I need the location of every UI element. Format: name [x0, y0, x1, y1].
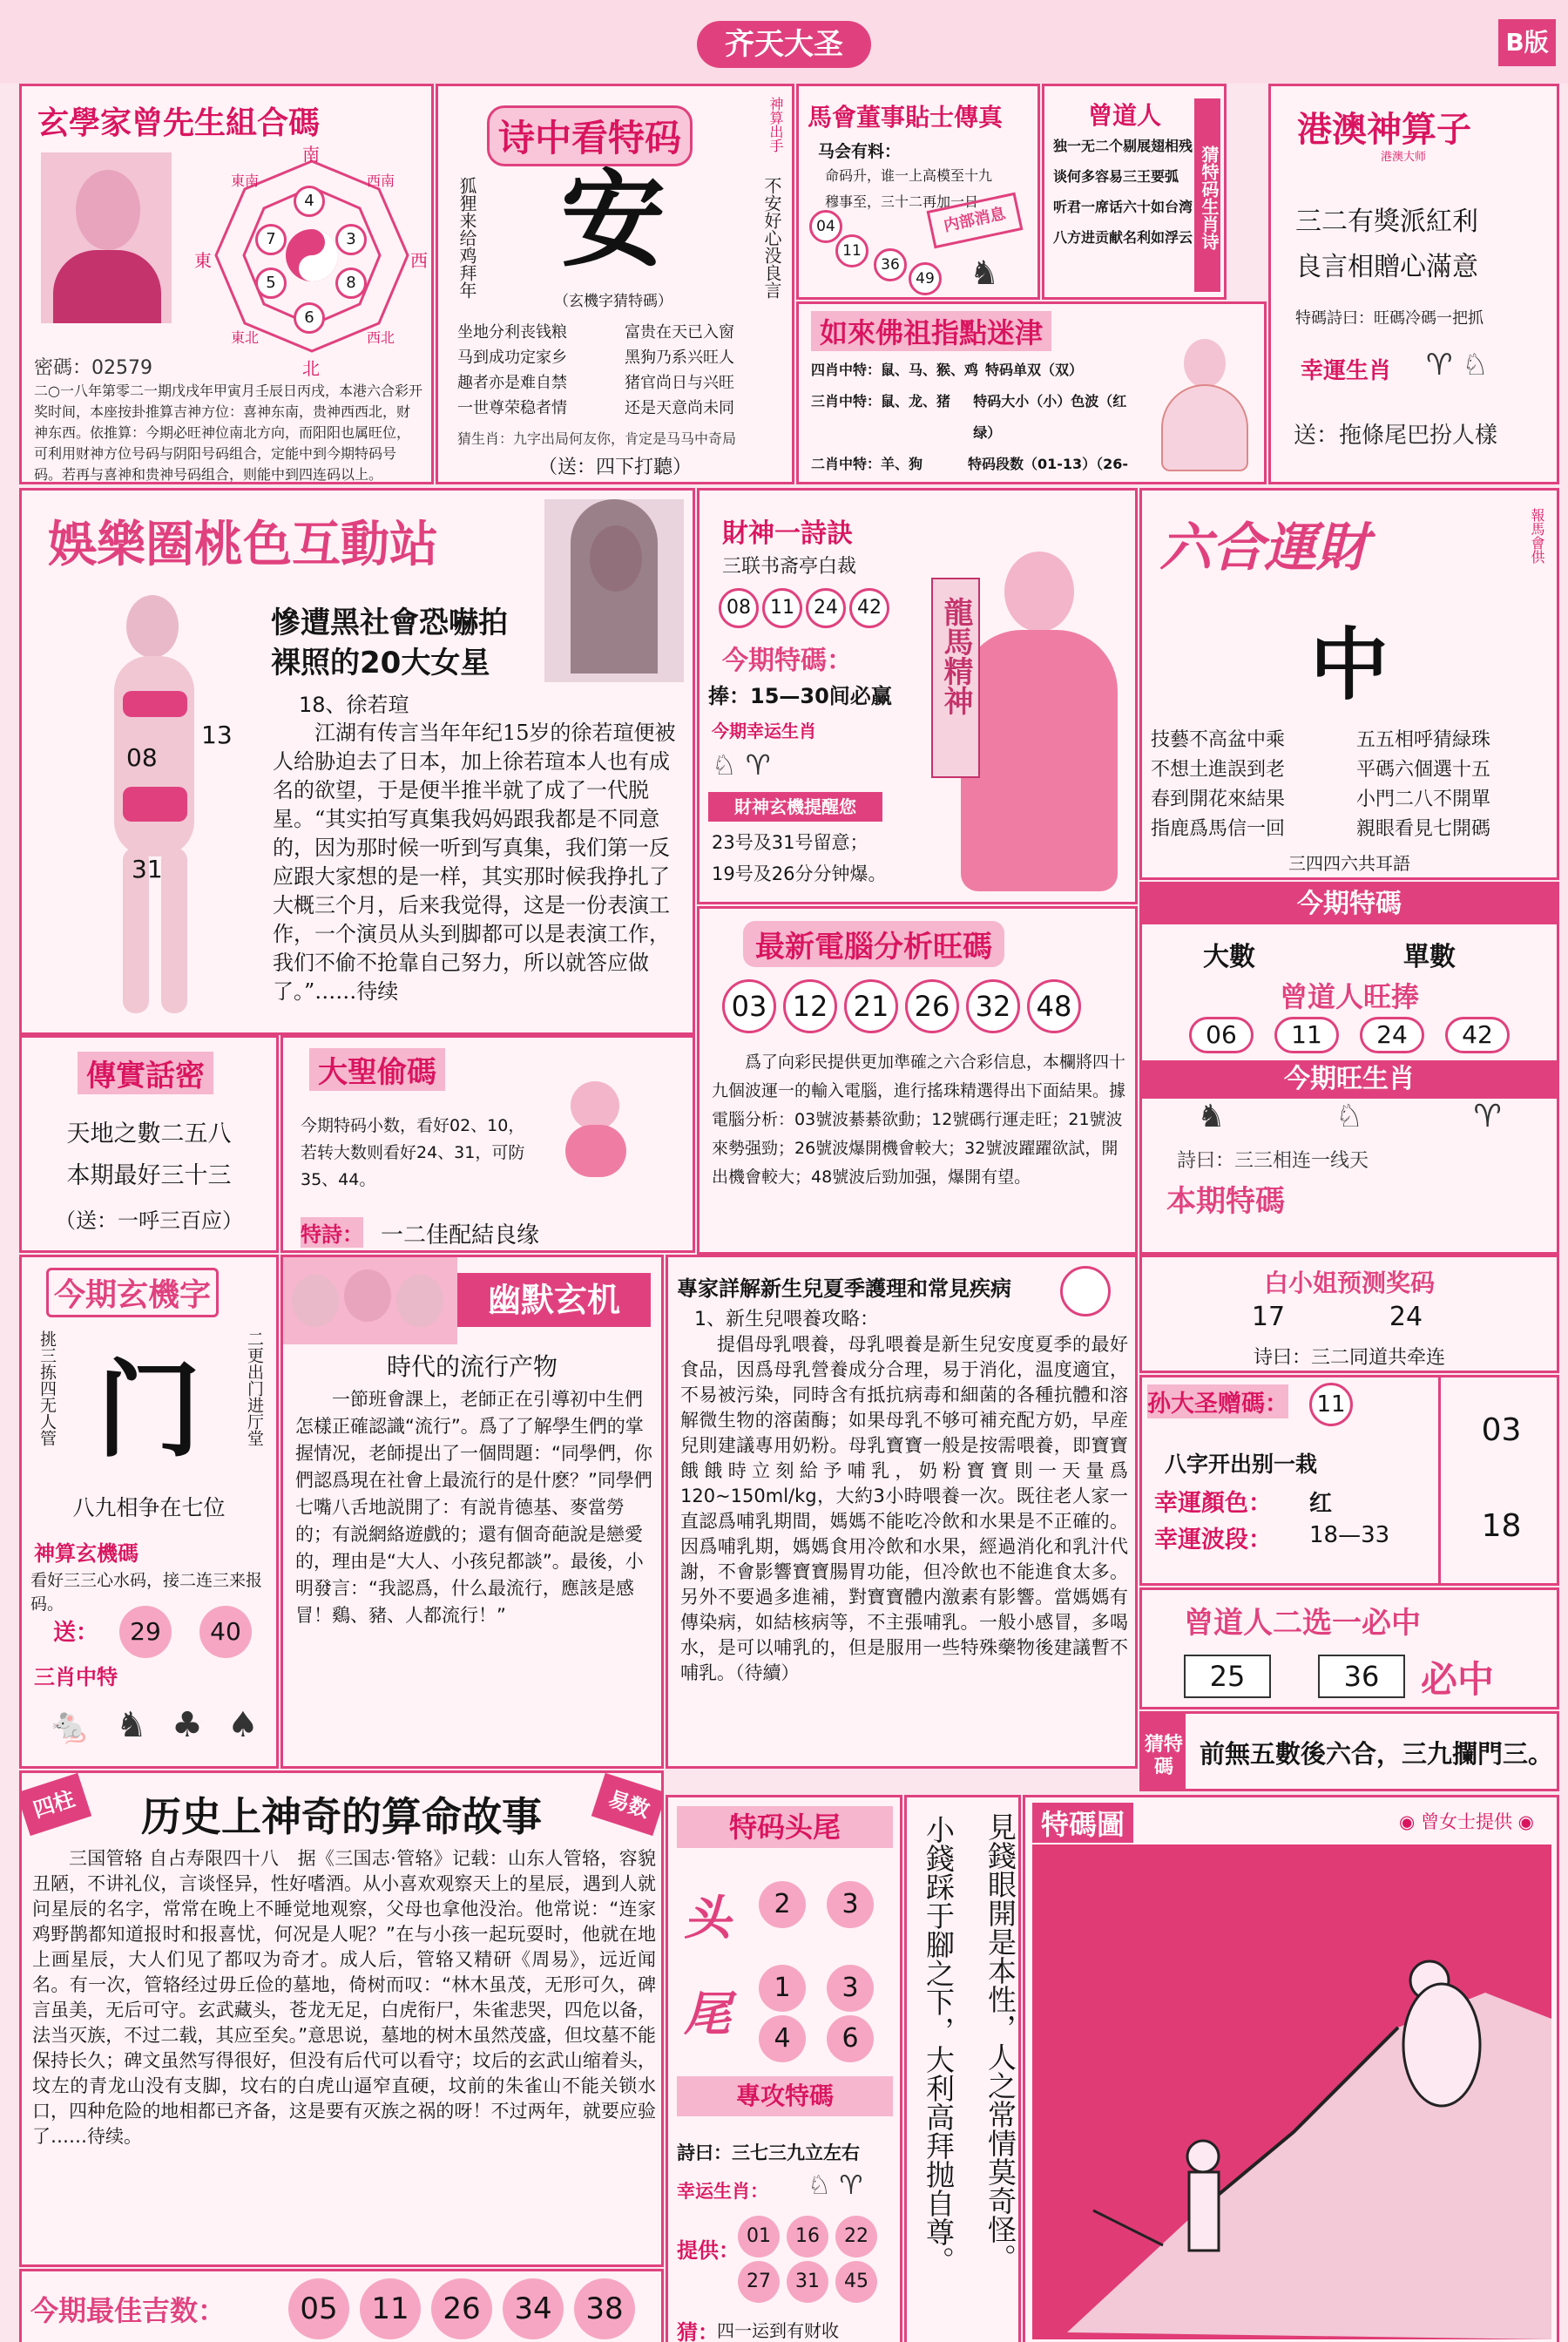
subtitle: 專攻特碼 [677, 2076, 893, 2116]
line: 独一无二个 [1053, 138, 1124, 154]
line1: 命码升，谁一上高模至十九 [825, 167, 993, 184]
ball: 24 [1389, 1302, 1423, 1332]
subtitle: 曾道人旺捧 [1279, 980, 1419, 1013]
credit: ◉ 曾女士提供 ◉ [1399, 1811, 1534, 1832]
panel-history-story [19, 1770, 664, 2267]
ball: 6 [827, 2015, 874, 2062]
cartoon-mascot [1044, 1261, 1123, 1322]
goat-icon: ♈ [745, 748, 771, 782]
ball: 40 [199, 1606, 252, 1658]
ball: 06 [1189, 1017, 1254, 1053]
caishen-figure [900, 525, 1132, 900]
odd-label: 單數 [1403, 942, 1456, 972]
panel-gangao-suanzi [1268, 84, 1559, 484]
body: 爲了向彩民提供更加準確之六合彩信息，本欄將四十九個波運一的輸入電腦，進行搖珠精選得出下面結果。據電腦分析：03號波綦綦欲動；12號碼行運走旺；21號波來勢强勁；26號波爆開機會較大；32號波躍躍欲試，開出機會較大；48號波后勁加强，爆開有望。 [712, 1053, 1126, 1187]
verse-line: 小門二八不開單 [1356, 789, 1491, 810]
ball: 11 [1309, 1383, 1353, 1426]
panel-title: 財神一詩訣 [722, 518, 853, 549]
zodiac-icons [36, 1705, 271, 1746]
zodiac-cell: 四肖中特：鼠、马、猴、鸡 [811, 362, 979, 378]
dog-icon: ♘ [808, 2170, 831, 2201]
verse-line: 平碼六個選十五 [1356, 759, 1491, 781]
ball: 42 [849, 588, 889, 628]
wave-value: 18—33 [1309, 1522, 1390, 1548]
send-label: 送： [53, 1620, 99, 1646]
ball: 11 [360, 2278, 421, 2339]
code-line [34, 353, 152, 380]
dog-icon: ♘ [1335, 1099, 1364, 1134]
tip-2: 19号及26分分钟爆。 [712, 863, 887, 884]
guess-label: 猜： [677, 2320, 719, 2342]
panel-title: 今期玄機字 [46, 1268, 219, 1317]
line2: 穆事至，三十二再加一日 [825, 193, 979, 210]
line: 八九相争在七位 [72, 1495, 226, 1520]
panel-title: 历史上神奇的算命故事 [141, 1793, 542, 1840]
send: （送：一呼三百应） [55, 1208, 243, 1233]
ball: 21 [844, 979, 898, 1033]
body: 一節班會課上，老師正在引導初中生們怎樣正確認識“流行”。爲了了解學生們的掌握情况，老師提出了一個問題：“同學們，你們認爲現在社會上最流行的是什麽？”同學們七嘴八舌地説開了：有説肯德基、麥當勞的；有説網絡遊戲的；還有個奇葩說是戀愛的，理由是“大人、小孩兒都談”。最後，小明發言：“我認爲，什么最流行，應該是感冒！鷄、豬、人都流行！” [295, 1389, 652, 1626]
subtitle: 港澳大师 [1381, 151, 1427, 164]
line: 听君一席话 [1053, 199, 1124, 215]
hit-label: 必中 [1421, 1658, 1495, 1701]
body: 三国管辂 自占寿限四十八 据《三国志·管辂》记载：山东人管辂，容貌丑陋，不讲礼仪，言谈怪异，性好嗜酒。从小喜欢观察天上的星辰，遇到人就问星辰的名字，常常在晚上不睡觉地观察，父母也拿他没治。他常说：“连家鸡野鹊都知道报时和报喜忧，何况是人呢？”在与小孩一起玩耍时，他就在地上画星辰，大人们见了都叹为奇才。成人后，管辂又精研《周易》，远近闻名。有一次，管辂经过毋丘俭的墓地，倚树而叹：“林木虽茂，无形可久，碑言虽美，无后可守。玄武藏头，苍龙无足，白虎衔尸，朱雀悲哭，四危以备，法当灭族，不过二载，其应至矣。”意思说，墓地的树木虽然茂盛，但坟墓不能保持长久；碑文虽然写得很好，但没有后代可以看守；坟后的玄武山缩着头，坟左的青龙山没有支脚，坟右的白虎山逼窄直硬，坟前的朱雀山不能关锁水口，四种危险的地相都已齐备，这是要有灭族之祸的呀！不过两年，就要应验了……待续。 [32, 1848, 656, 2147]
dir-east: 東 [194, 250, 212, 271]
panel-title: 玄學家曾先生組合碼 [37, 105, 321, 141]
panel-humor [280, 1255, 664, 1769]
ball: 38 [574, 2278, 635, 2339]
ball: 04 [809, 210, 842, 243]
ball: 27 [738, 2261, 780, 2303]
give-balls [736, 2214, 898, 2305]
guess-text: 四一运到有财收 [717, 2320, 839, 2341]
panel-title: 今期特碼 [1142, 884, 1557, 924]
poem-line: 马到成功定家乡 [457, 349, 567, 367]
poem-label: 特詩： [301, 1217, 363, 1248]
poem: 特碼詩曰：旺碼冷碼一把抓 [1295, 309, 1484, 328]
badge-right: 易数 [591, 1773, 664, 1836]
story-body: 江湖有传言当年年纪15岁的徐若瑄便被人给胁迫去了日本，加上徐若瑄本人也有成名的欲望，于是便半推半就了成了一代脱星。“其实拍写真集我妈妈跟我都是不同意的，因为那时候一听到写真集，我们第一反应跟大家想的是一样，其实那时候我挣扎了大概三个月，后来我觉得，这是一份表演工作，一个演员从头到脚都可以是表演工作，我们不偷不抢靠自己努力，所以就答应做了。”……待续 [273, 721, 676, 1004]
scroll-text: 龍馬精神 [938, 597, 973, 715]
ball: 12 [783, 979, 837, 1033]
footer: 三四四六共耳語 [1288, 853, 1410, 874]
mystery-char: 中 [1310, 619, 1389, 711]
vert-left: 狐狸来给鸡拜年 [456, 177, 477, 299]
verse-line: 五五相呼猜緑珠 [1356, 729, 1491, 751]
hint: 看好三三心水码，接二连三来报码。 [30, 1571, 263, 1614]
label: 猜特碼 [1142, 1714, 1186, 1791]
ball: 3 [335, 224, 367, 255]
vert-right: 不安好心没良言 [761, 177, 782, 299]
panel-title: 曾道人 [1088, 101, 1162, 130]
color-label: 幸運顏色： [1154, 1490, 1272, 1517]
dir-northeast: 東北 [231, 329, 260, 346]
ink-painting [1032, 1844, 1551, 2339]
line1: 八字开出别一栽 [1165, 1452, 1318, 1477]
lucky-label: 幸運生肖 [1301, 358, 1392, 384]
ball-row [717, 586, 891, 630]
goat-icon: ♈ [1473, 1099, 1502, 1134]
rat-icon: 🐁 [48, 1706, 91, 1746]
monkey-icon: ♣ [172, 1705, 203, 1745]
ball: 03 [722, 979, 776, 1033]
poem-line: 还是天意尚未同 [625, 399, 734, 417]
line: 名利如浮云 [1123, 229, 1193, 246]
line: 八方进贡献 [1053, 229, 1124, 246]
panel-title: 最新電腦分析旺碼 [743, 921, 1004, 967]
panel-title: 曾道人二选一必中 [1184, 1606, 1421, 1641]
ball: 32 [966, 979, 1020, 1033]
zodiac-cell: 二肖中特：羊、狗 [811, 456, 923, 472]
photo-num: 13 [201, 721, 233, 749]
person-name: 18、徐若瑄 [299, 693, 409, 717]
big-label: 大數 [1203, 942, 1255, 972]
verse-left [1151, 726, 1285, 844]
color-value: 红 [1309, 1491, 1333, 1517]
text: 前無五數後六合，三九攔門三。 [1200, 1739, 1554, 1769]
panel-title: 诗中看特码 [487, 105, 693, 166]
panel-xuanji-zi [19, 1255, 279, 1769]
panel-ent-news [19, 488, 695, 1035]
text: 今期特码小数，看好02、10，若转大数则看好24、31，可防35、44。 [301, 1116, 525, 1189]
verse-line: 指鹿爲馬信一回 [1151, 818, 1286, 840]
ball: 3 [827, 1965, 874, 2012]
line2: 本期最好三十三 [66, 1162, 232, 1189]
photo-woman [544, 499, 684, 682]
lucky-label: 今期幸运生肖 [712, 721, 816, 741]
panel-computer-analysis [697, 906, 1138, 1255]
subtitle: 神算玄機碼 [34, 1541, 139, 1566]
zodiac-icons [1426, 348, 1489, 382]
poem-line: 富贵在天已入窗 [625, 323, 734, 342]
poem-line: 黑狗乃系兴旺人 [625, 349, 734, 367]
mystery-char: 门 [97, 1349, 201, 1472]
zodiac-icons [1142, 1099, 1557, 1134]
dir-south: 南 [302, 144, 320, 165]
vert-left: 挑三拣四无人管 [37, 1330, 57, 1446]
line1: 天地之數二五八 [66, 1120, 232, 1147]
ball: 26 [431, 2278, 492, 2339]
line2: 良言相贈心滿意 [1295, 252, 1478, 282]
ball: 01 [738, 2216, 780, 2257]
ball: 48 [1027, 979, 1081, 1033]
panel-title: 娛樂圈桃色互動站 [48, 517, 438, 573]
vert-right: 二更出门进厅堂 [245, 1330, 264, 1446]
goat-icon: ♈ [839, 2170, 863, 2201]
couplet-left: 小錢踩于腳之下，大利高拜抛自尊。 [922, 1815, 956, 2275]
panel-title: 專家詳解新生兒夏季護理和常見疾病 [677, 1276, 1011, 1301]
dir-southeast: 東南 [231, 173, 260, 189]
panel-tema [1139, 882, 1559, 1255]
ball-row [1142, 1017, 1557, 1053]
panel-best-numbers [19, 2269, 664, 2342]
tip-1: 23号及31号留意； [712, 832, 868, 853]
verse-right [1356, 726, 1490, 844]
ball: 4 [294, 186, 325, 217]
send: （送：四下打聽） [537, 457, 692, 478]
bet-line: 捧：15—30间必赢 [708, 684, 892, 708]
mystery-char: 安 [561, 159, 666, 281]
edition-badge: B版 [1498, 19, 1556, 66]
headline-2: 裸照的20大女星 [271, 646, 490, 680]
ball: 31 [787, 2261, 828, 2303]
horse-icon: ♞ [970, 254, 1000, 292]
bikini-figure [39, 586, 266, 1022]
poem: 三联书斋亭白裁 [722, 556, 857, 578]
dir-west: 西 [410, 250, 428, 271]
ball: 24 [806, 588, 846, 628]
tm-label: 本期特碼 [1166, 1184, 1285, 1219]
num-box: 36 [1318, 1655, 1405, 1698]
panel-xuanxue-code [19, 84, 434, 484]
panel-zeng-daoren [1042, 84, 1227, 300]
headline-1: 慘遭黑社會恐嚇拍 [271, 606, 508, 640]
headline: 時代的流行产物 [386, 1352, 558, 1381]
photo-num: 31 [132, 855, 163, 883]
zodiac-icons [712, 748, 771, 782]
ball: 08 [719, 588, 759, 628]
poem-line: 坐地分利丧钱粮 [457, 323, 567, 342]
ball: 42 [1445, 1017, 1510, 1053]
panel-director-tips [796, 84, 1040, 300]
panel-title: 孙大圣赠碼： [1147, 1384, 1288, 1418]
ball: 1 [759, 1965, 806, 2012]
guide-rows [811, 355, 1142, 484]
scroll [931, 578, 980, 778]
panel-tema-touwei [666, 1795, 902, 2342]
horse-icon: ♞ [116, 1705, 147, 1745]
ball: 11 [835, 234, 868, 267]
head: 马会有料： [818, 142, 902, 161]
panel-dasheng-tou [280, 1035, 695, 1253]
panel-caishen [697, 488, 1138, 904]
panel-zeng-pick [1139, 1587, 1559, 1709]
num-2: 18 [1481, 1508, 1522, 1544]
panel-title: 傳實話密 [78, 1052, 213, 1094]
panel-title: 大聖偷碼 [309, 1048, 445, 1091]
badge-left: 四柱 [19, 1773, 91, 1836]
hit-label: 三肖中特 [34, 1665, 118, 1689]
row [811, 386, 1142, 449]
send: 送：拖條尾巴扮人樣 [1294, 423, 1498, 449]
rooster-icon: ♠ [227, 1705, 259, 1745]
stamp: 内部消息 [927, 193, 1024, 249]
panel-poem-code [436, 84, 794, 484]
side-label: 神算出手 [767, 97, 784, 152]
ball: 11 [762, 588, 802, 628]
poem-line: 一世尊荣稳者情 [457, 399, 567, 417]
panel-title: 特码头尾 [677, 1806, 893, 1848]
ball: 34 [503, 2278, 564, 2339]
give-label: 提供： [677, 2238, 740, 2263]
label: 今期最佳吉数： [30, 2294, 226, 2327]
attr-cell: 特码段数（01-13）（26- [967, 456, 1129, 472]
panel-title: 特碼圖 [1032, 1803, 1133, 1843]
zodiac-icons [808, 2170, 862, 2201]
ball: 05 [288, 2278, 349, 2339]
line: 三王要弧 [1123, 168, 1179, 185]
panel-title: 馬會董事貼士傳真 [808, 103, 1004, 132]
ball: 45 [835, 2261, 877, 2303]
ball: 8 [335, 267, 367, 299]
dog-icon: ♘ [712, 748, 737, 782]
poem: 詩曰：三七三九立左右 [677, 2142, 860, 2163]
bagua-chart [196, 144, 428, 379]
code-value: 02579 [91, 357, 153, 379]
lines [1053, 135, 1200, 247]
ball: 11 [1274, 1017, 1339, 1053]
zodiac-title: 今期旺生肖 [1142, 1060, 1557, 1099]
panel-buddha-guide [796, 301, 1267, 484]
row [811, 449, 1142, 484]
panel-title: 港澳神算子 [1297, 110, 1471, 150]
ball: 36 [874, 248, 907, 281]
monkey-figure [544, 1073, 649, 1177]
tip-title: 財神玄機提醒您 [708, 792, 882, 822]
panel-title: 六合運財 [1159, 518, 1369, 579]
zodiac-cell: 三肖中特：鼠、龙、猪 [811, 393, 951, 410]
photo-num: 08 [126, 743, 158, 772]
portrait [41, 152, 172, 323]
line1: 三二有獎派紅利 [1295, 206, 1478, 237]
line: 六十如台湾 [1123, 199, 1193, 215]
lucky-label: 幸运生肖： [677, 2181, 768, 2202]
buddha-figure [1152, 330, 1257, 478]
panel-title: 白小姐预测奖码 [1263, 1269, 1435, 1297]
verse-line: 親眼看見七開碼 [1356, 818, 1491, 840]
ball: 6 [294, 302, 325, 334]
ball: 4 [759, 2015, 806, 2062]
dir-southwest: 西南 [367, 173, 395, 189]
poem: 詩曰：三三相连一线天 [1177, 1150, 1369, 1172]
side-label: 猜特码生肖诗 [1194, 98, 1220, 292]
masthead [0, 0, 1568, 84]
ball: 7 [255, 224, 287, 255]
ball: 26 [905, 979, 959, 1033]
tm-label: 今期特碼： [722, 646, 853, 676]
poem: 诗曰：三二同道共牵连 [1253, 1347, 1445, 1369]
ball: 5 [255, 267, 287, 299]
body: 提倡母乳喂養，母乳喂養是新生兒安度夏季的最好食品，因爲母乳營養成分合理，易于消化，温度適宜，不易被污染，同時含有抵抗病毒和細菌的各種抗體和溶解微生物的溶菌酶；如果母乳不够可補充配方奶，早産兒則建議專用奶粉。母乳寶寶一般是按需喂養，即寶寶餓餓時立刻給予哺乳，奶粉寶寶則一天量爲120~150ml/kg，大約3小時喂養一次。既往老人家一直認爲哺乳期間，媽媽不能吃冷飲和水果是不正確的。因爲哺乳期，媽媽食用冷飲和水果，經過消化和乳汁代謝，不會影響寶寶腸胃功能，但冷飲也不能進食太多。另外不要過多進補，對寶寶體内激素有影響。當媽媽有傳染病，如結核病等，不主張哺乳。一般小感冒，多喝水，是可以哺乳的，但是服用一些特殊藥物後建議暫不哺乳。（待續） [680, 1334, 1128, 1683]
panel-tema-picture [1023, 1795, 1559, 2342]
attr-cell: 特码大小（小）色波（红绿） [973, 393, 1127, 441]
panel-liuhe-yuncai [1139, 488, 1559, 880]
ball: 17 [1251, 1302, 1286, 1332]
wei-label: 尾 [684, 1987, 731, 2041]
row [811, 355, 1142, 386]
poem-grid [457, 320, 780, 421]
line: 剔展翅相残 [1123, 138, 1193, 154]
panel-sun-dasheng [1139, 1375, 1559, 1586]
goat-icon: ♈ [1426, 348, 1453, 382]
note: （玄機字猜特碼） [554, 293, 672, 310]
panel-chuanshi [19, 1035, 279, 1253]
poem: 一二佳配結良缘 [381, 1222, 540, 1249]
panel-baby-care [666, 1255, 1138, 1769]
line: 谈何多容易 [1053, 168, 1124, 185]
ball: 16 [787, 2216, 828, 2257]
num-1: 03 [1481, 1412, 1522, 1448]
couplet-right-wrap [976, 1812, 1028, 2335]
ball: 29 [119, 1606, 172, 1658]
dog-icon: ♘ [1462, 348, 1489, 382]
dir-northwest: 西北 [367, 329, 395, 346]
panel-bai-xiaojie [1139, 1255, 1559, 1373]
ball: 3 [827, 1881, 874, 1928]
ball: 22 [835, 2216, 877, 2257]
side-label: 報馬會供 [1529, 508, 1545, 564]
ball: 49 [909, 262, 942, 295]
ball-row [719, 977, 1085, 1036]
poem-line: 猪官尚日与兴旺 [625, 374, 734, 392]
poem-line: 趣者亦是难自禁 [457, 374, 567, 392]
ball-row [283, 2275, 640, 2342]
panel-guess-tema [1139, 1711, 1559, 1791]
p1-body: 二○一八年第零二一期戊戌年甲寅月壬辰日丙戌，本港六合彩开奖时间，本座按卦推算吉神方位：喜神东南，贵神西西北，财神东西。依推算：今期必旺神位南北方向，而阳阳也属旺位，可利用财神方位号码与阴阳号码组合，定能中到今期特码号码。若再与喜神和贵神号码组合，则能中到四连码以上。 [34, 382, 422, 483]
horse-icon: ♞ [1197, 1099, 1226, 1134]
verse-line: 春到開花來結果 [1151, 789, 1286, 810]
footer: 猜生肖：九字出局何友你，肯定是马马中奇局 [457, 430, 737, 447]
num-box: 25 [1184, 1655, 1271, 1698]
attr-cell: 特码单双（双） [985, 362, 1084, 378]
cartoon-faces [283, 1257, 457, 1344]
verse-line: 技藝不高盆中乘 [1151, 729, 1286, 751]
dir-north: 北 [302, 358, 320, 379]
tou-label: 头 [684, 1891, 731, 1946]
code-label: 密碼： [34, 357, 92, 379]
wave-label: 幸運波段： [1154, 1526, 1272, 1553]
couplet-right: 見錢眼開是本性，人之常情莫奇怪。 [983, 1812, 1017, 2272]
ball: 24 [1360, 1017, 1424, 1053]
subtitle: 1、新生兒喂養攻略： [694, 1309, 879, 1330]
panel-title: 如來佛祖指點迷津 [811, 311, 1051, 351]
panel-title: 幽默玄机 [457, 1273, 651, 1327]
ball: 2 [759, 1881, 806, 1928]
num-box [1438, 1377, 1559, 1586]
verse-line: 不想土進誤到老 [1151, 759, 1286, 781]
masthead-title: 齐天大圣 [697, 21, 871, 68]
